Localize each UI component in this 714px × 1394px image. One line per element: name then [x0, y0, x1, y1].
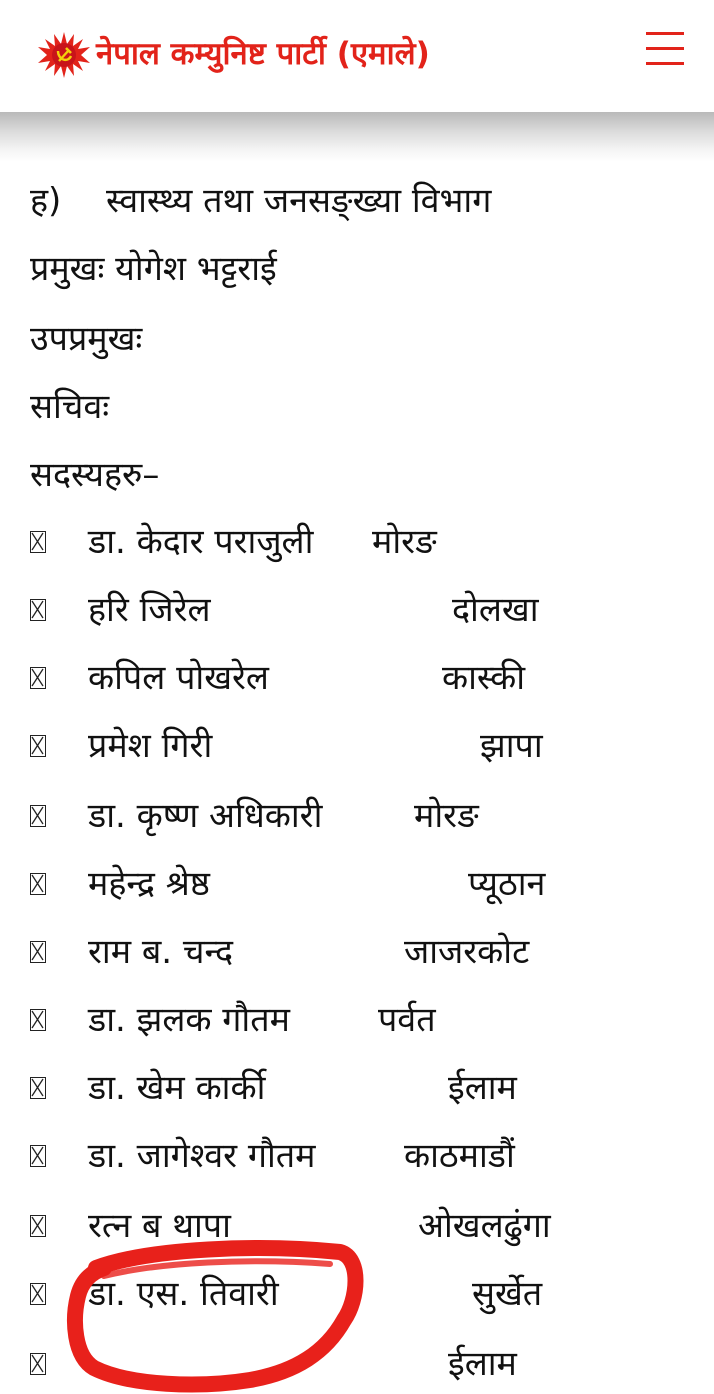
member-name: हरि जिरेल — [88, 590, 211, 630]
member-district: कास्की — [442, 658, 526, 698]
department-marker: ह) — [30, 181, 62, 221]
secretary-line: सचिवः — [30, 387, 110, 427]
member-name: डा. एस. तिवारी — [88, 1274, 279, 1314]
member-name: डा. जागेश्वर गौतम — [88, 1136, 316, 1176]
member-district: पर्वत — [378, 1000, 436, 1040]
member-district: प्यूठान — [468, 864, 546, 904]
member-district: ईलाम — [448, 1068, 517, 1108]
department-name: स्वास्थ्य तथा जनसङ्ख्या विभाग — [106, 181, 492, 221]
member-name: राम ब. चन्द — [88, 932, 234, 972]
chief-line: प्रमुखः योगेश भट्टराई — [30, 249, 277, 289]
member-name: कपिल पोखरेल — [88, 658, 269, 698]
members-heading: सदस्यहरु– — [30, 455, 160, 495]
member-name: डा. झलक गौतम — [88, 1000, 290, 1040]
member-district: मोरङ — [372, 522, 437, 562]
member-district: सुर्खेत — [472, 1274, 543, 1314]
member-district: झापा — [480, 726, 543, 766]
member-name: डा. केदार पराजुली — [88, 522, 314, 562]
site-brand-title[interactable]: नेपाल कम्युनिष्ट पार्टी (एमाले) — [96, 36, 430, 72]
member-district: दोलखा — [452, 590, 539, 630]
member-district: ईलाम — [448, 1344, 517, 1384]
member-district: जाजरकोट — [404, 932, 530, 972]
member-district: काठमाडौं — [404, 1136, 515, 1176]
member-name: रत्न ब थापा — [88, 1206, 231, 1246]
deputy-chief-line: उपप्रमुखः — [30, 319, 143, 359]
member-district: ओखलढुंगा — [418, 1206, 551, 1246]
member-name: महेन्द्र श्रेष्ठ — [88, 864, 210, 904]
member-name: डा. खेम कार्की — [88, 1068, 266, 1108]
member-district: मोरङ — [414, 796, 479, 836]
member-name: प्रमेश गिरी — [88, 726, 213, 766]
member-name: डा. कृष्ण अधिकारी — [88, 796, 323, 836]
